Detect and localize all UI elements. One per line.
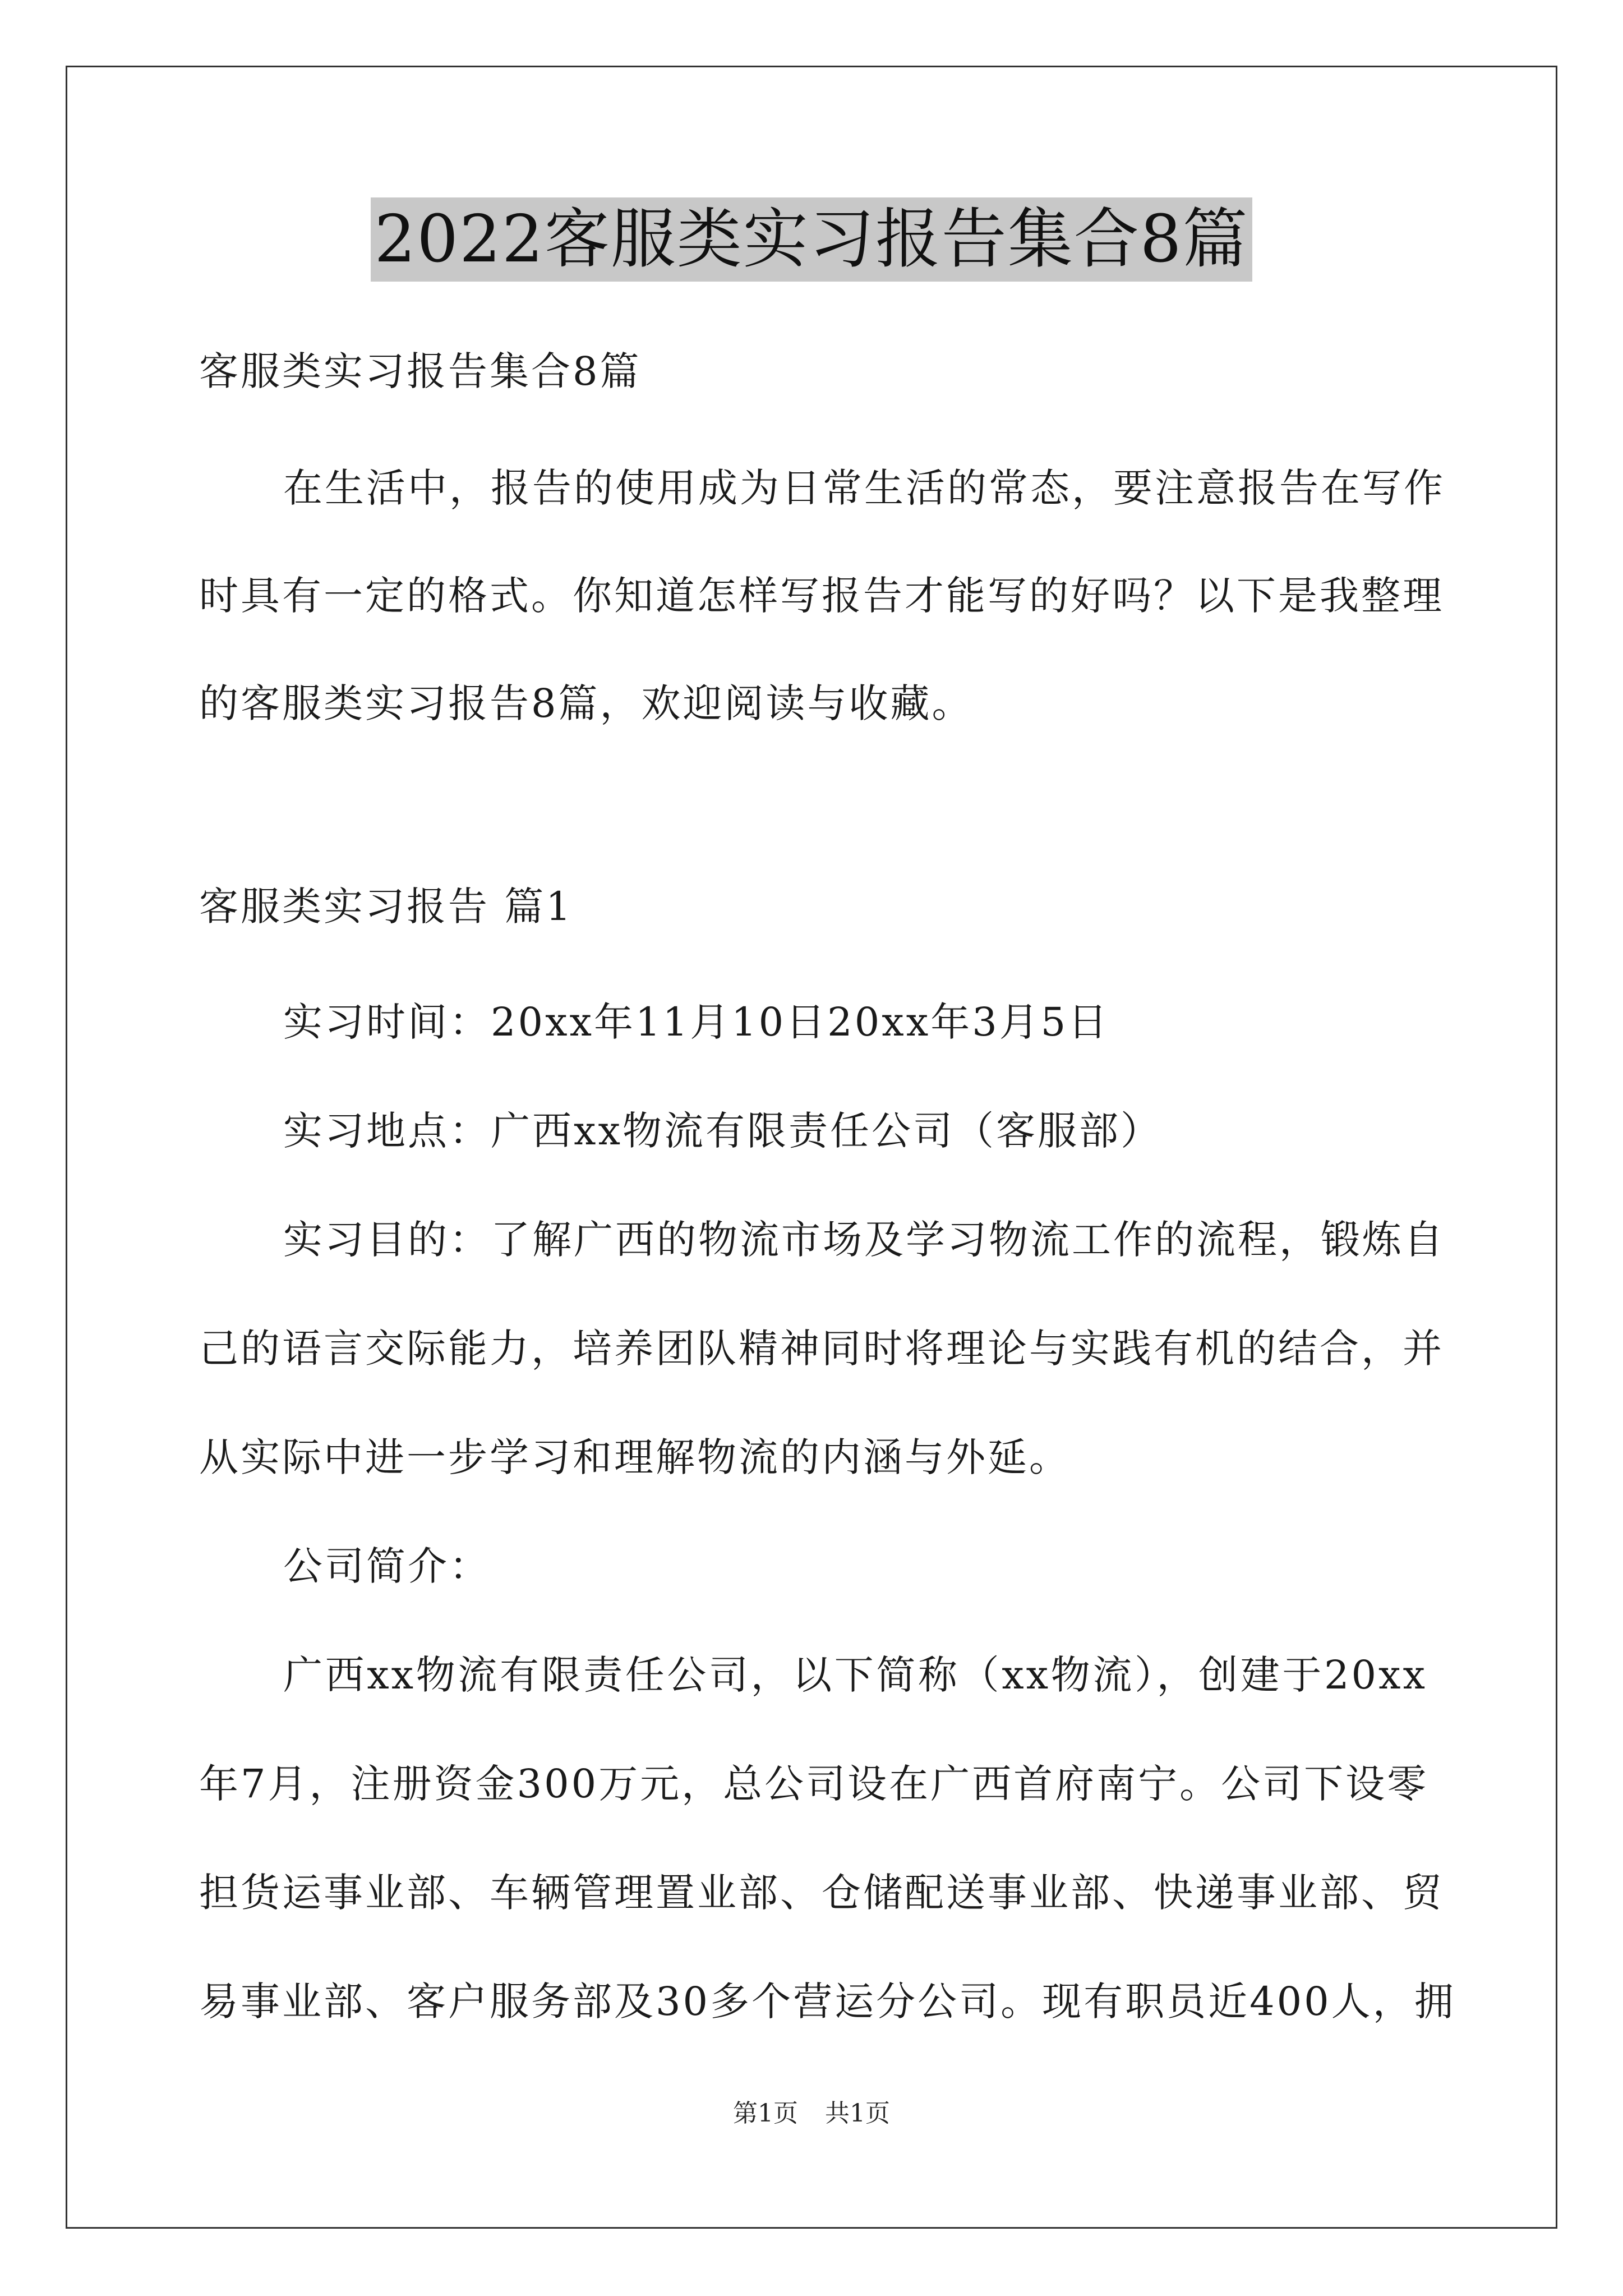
company-line-3: 担货运事业部、车辆管理置业部、仓储配送事业部、快递事业部、贸 <box>199 1870 1444 1916</box>
company-line-2: 年7月，注册资金300万元，总公司设在广西首府南宁。公司下设零 <box>199 1761 1429 1807</box>
intro-line-3: 的客服类实习报告8篇，欢迎阅读与收藏。 <box>199 680 974 726</box>
document-title: 2022客服类实习报告集合8篇 <box>371 197 1252 282</box>
intro-line-2: 时具有一定的格式。你知道怎样写报告才能写的好吗？以下是我整理 <box>199 573 1444 619</box>
intro-line-1: 在生活中，报告的使用成为日常生活的常态，要注意报告在写作 <box>283 465 1445 511</box>
purpose-line-1: 实习目的：了解广西的物流市场及学习物流工作的流程，锻炼自 <box>283 1217 1445 1263</box>
section-heading: 客服类实习报告 篇1 <box>199 884 573 930</box>
purpose-line-2: 己的语言交际能力，培养团队精神同时将理论与实践有机的结合，并 <box>199 1326 1444 1372</box>
internship-place: 实习地点：广西xx物流有限责任公司（客服部） <box>283 1108 1162 1154</box>
title-container <box>0 197 1623 282</box>
subtitle: 客服类实习报告集合8篇 <box>199 348 642 394</box>
purpose-line-3: 从实际中进一步学习和理解物流的内涵与外延。 <box>199 1434 1071 1480</box>
page-footer <box>0 2097 1623 2131</box>
company-line-1: 广西xx物流有限责任公司，以下简称（xx物流），创建于20xx <box>283 1652 1427 1698</box>
internship-time: 实习时间：20xx年11月10日20xx年3月5日 <box>283 999 1110 1045</box>
page-total: 共1页 <box>825 2099 890 2128</box>
company-line-4: 易事业部、客户服务部及30多个营运分公司。现有职员近400人，拥 <box>199 1978 1456 2024</box>
company-heading: 公司简介： <box>283 1543 491 1589</box>
page-number: 第1页 <box>733 2099 798 2128</box>
